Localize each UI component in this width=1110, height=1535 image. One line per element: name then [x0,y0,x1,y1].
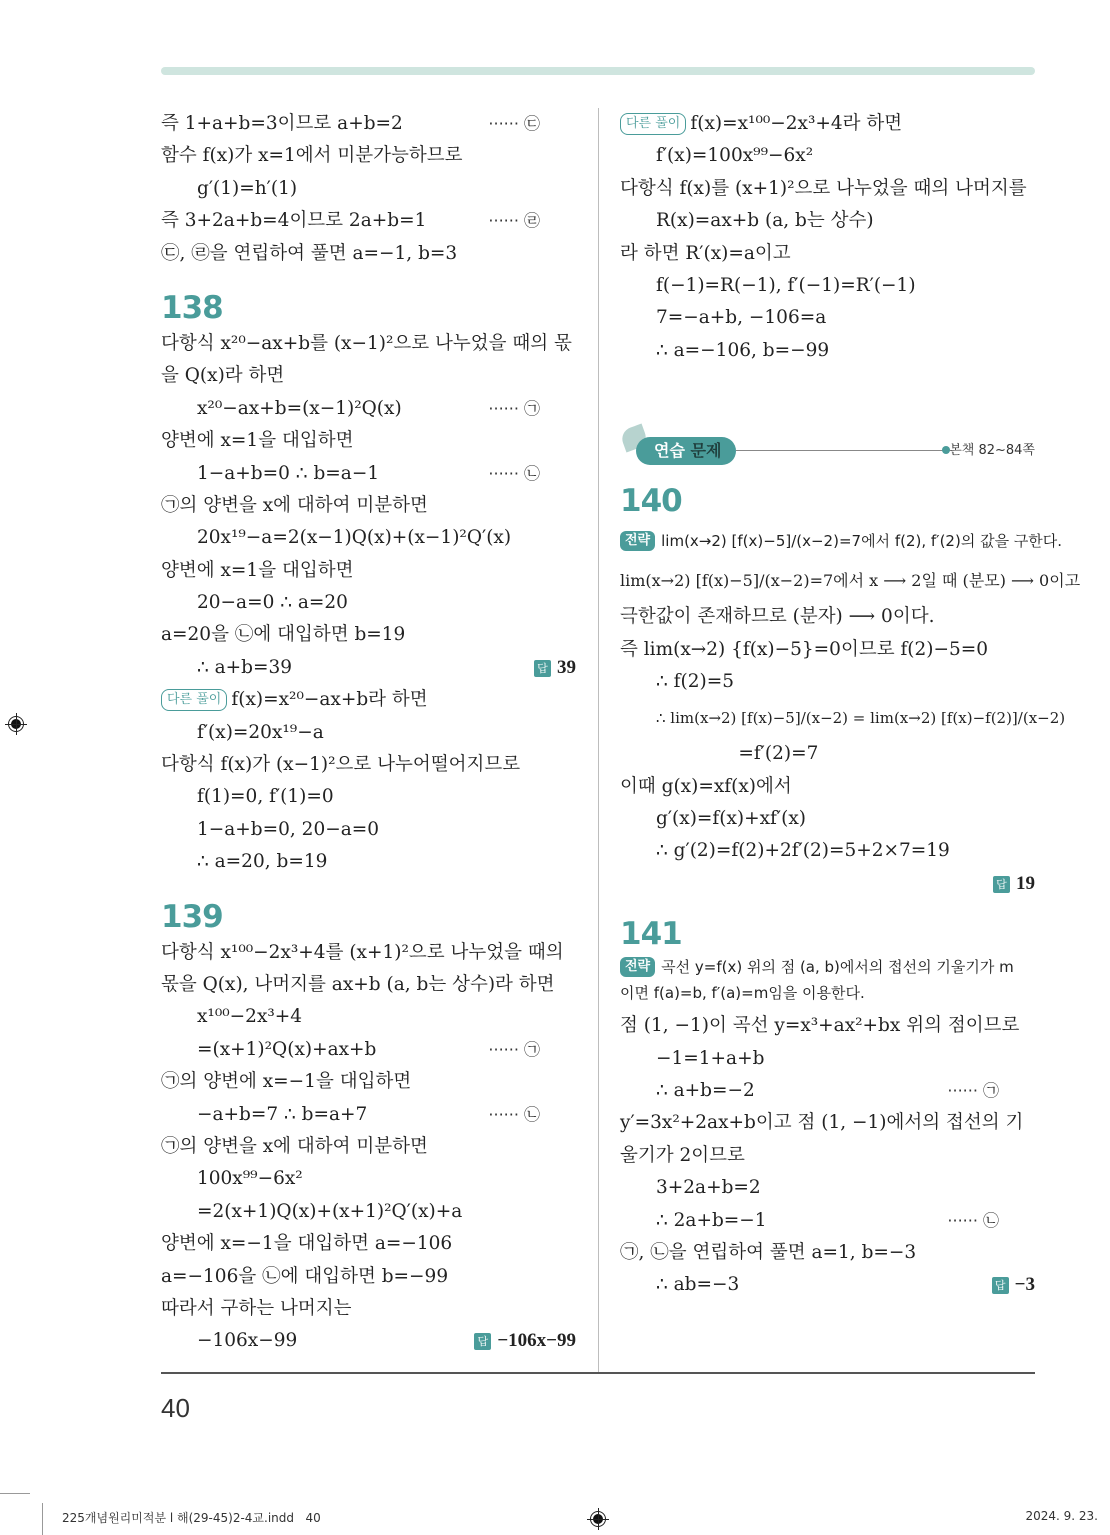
solution-line: a=20을 ㉡에 대입하면 b=19 [161,624,406,646]
solution-line: lim(x→2) [f(x)−5]/(x−2)=7에서 x ⟶ 2일 때 (분모) ⟶ 0이고 [620,571,1081,591]
answer-icon: 답 [474,1333,491,1350]
solution-line: 라 하면 R′(x)=a이고 [620,242,791,264]
textbook-reference: 본책 82~84쪽 [949,443,1035,459]
answer-box: 답 −106x−99 [474,1325,576,1357]
solution-line: ∴ g′(2)=f(2)+2f′(2)=5+2×7=19 [656,840,950,862]
solution-line: f′(x)=100x⁹⁹−6x² [656,145,814,167]
solution-line: 몫을 Q(x), 나머지를 ax+b (a, b는 상수)라 하면 [161,973,555,995]
header-rule [736,450,944,451]
solution-line: 양변에 x=−1을 대입하면 a=−106 [161,1233,453,1255]
solution-line: ∴ a+b=39 답 39 [161,652,576,684]
problem-number: 139 [161,898,223,935]
solution-line: x²⁰−ax+b=(x−1)²Q(x) ······ ㉠ [197,397,540,419]
registration-mark-icon [5,713,27,735]
solution-line: 다항식 x¹⁰⁰−2x³+4를 (x+1)²으로 나누었을 때의 [161,941,564,963]
solution-line: 20x¹⁹−a=2(x−1)Q(x)+(x−1)²Q′(x) [197,527,512,549]
strategy-badge: 전략 [620,957,655,977]
solution-line: 즉 3+2a+b=4이므로 2a+b=1 ······ ㉣ [161,210,540,232]
solution-line: 따라서 구하는 나머지는 [161,1297,352,1319]
alt-solution-badge: 다른 풀이 [161,689,227,711]
alt-solution-line: 다른 풀이 f(x)=x¹⁰⁰−2x³+4라 하면 [620,108,1035,140]
solution-line: 점 (1, −1)이 곡선 y=x³+ax²+bx 위의 점이므로 [620,1015,1020,1037]
strategy-badge: 전략 [620,531,655,551]
solution-line: −a+b=7 ∴ b=a+7 ······ ㉡ [197,1103,540,1125]
practice-section-header [620,417,1035,477]
solution-line: ㉠, ㉡을 연립하여 풀면 a=1, b=−3 [620,1241,917,1263]
solution-line: ∴ a+b=−2 ······ ㉠ [656,1080,999,1102]
solution-line: 다항식 f(x)를 (x+1)²으로 나누었을 때의 나머지를 [620,177,1027,199]
solution-line: 즉 1+a+b=3이므로 a+b=2 ······ ㉢ [161,113,540,134]
practice-label: 연습 문제 [636,437,736,465]
solution-line: 100x⁹⁹−6x² [197,1168,303,1190]
solution-line: ㉠의 양변을 x에 대하여 미분하면 [161,494,428,516]
solution-line: ㉢, ㉣을 연립하여 풀면 a=−1, b=3 [161,242,458,264]
solution-line: 을 Q(x)라 하면 [161,365,285,387]
print-slug-date: 2024. 9. 23. [1025,1509,1098,1523]
solution-line: ∴ ab=−3 답 −3 [620,1269,1035,1301]
solution-line: g′(x)=f(x)+xf′(x) [656,808,806,830]
solution-line: ∴ 2a+b=−1 ······ ㉡ [656,1209,999,1231]
answer-icon: 답 [992,1277,1009,1294]
strategy-line: 이면 f(a)=b, f′(a)=m임을 이용한다. [620,984,865,1003]
solution-line: 울기가 2이므로 [620,1144,745,1166]
crop-mark [0,1493,30,1494]
bottom-rule [161,1372,1035,1374]
solution-line: a=−106을 ㉡에 대입하면 b=−99 [161,1265,449,1287]
solution-line: ㉠의 양변에 x=−1을 대입하면 [161,1071,412,1093]
alt-solution-line: 다른 풀이 f(x)=x²⁰−ax+b라 하면 [161,684,576,716]
solution-line: f(−1)=R(−1), f′(−1)=R′(−1) [656,274,916,296]
solution-line: =2(x+1)Q(x)+(x+1)²Q′(x)+a [197,1200,463,1222]
solution-line: =f′(2)=7 [656,743,819,765]
solution-line: x¹⁰⁰−2x³+4 [197,1006,303,1028]
solution-line: g′(1)=h′(1) [197,177,298,199]
solution-line [620,868,1035,900]
solution-line: ㉠의 양변을 x에 대하여 미분하면 [161,1135,428,1157]
solution-line: −106x−99 답 −106x−99 [161,1325,576,1357]
problem-number: 138 [161,289,223,326]
solution-line: 3+2a+b=2 [656,1177,761,1199]
solution-line: R(x)=ax+b (a, b는 상수) [656,210,874,232]
solution-line: 양변에 x=1을 대입하면 [161,430,354,452]
answer-box: 답 −3 [992,1269,1035,1301]
answer-icon: 답 [534,660,551,677]
solution-line: ∴ a=20, b=19 [197,851,328,873]
strategy-line: 전략 곡선 y=f(x) 위의 점 (a, b)에서의 접선의 기울기가 m [620,954,1035,980]
solution-line: 즉 lim(x→2) {f(x)−5}=0이므로 f(2)−5=0 [620,638,989,660]
registration-mark-icon [587,1508,609,1530]
solution-line: 다항식 f(x)가 (x−1)²으로 나누어떨어지므로 [161,754,521,776]
solution-line: 극한값이 존재하므로 (분자) ⟶ 0이다. [620,606,935,628]
solution-line: ∴ f(2)=5 [656,670,734,692]
column-divider [598,108,599,1373]
solution-line: 다항식 x²⁰−ax+b를 (x−1)²으로 나누었을 때의 몫 [161,332,572,354]
solution-line: 1−a+b=0 ∴ b=a−1 ······ ㉡ [197,462,540,484]
solution-line: =(x+1)²Q(x)+ax+b ······ ㉠ [197,1038,540,1060]
solution-line: ∴ lim(x→2) [f(x)−5]/(x−2) = lim(x→2) [f(x)−f(2)]/(x−2) [656,709,1066,728]
solution-line: f′(x)=20x¹⁹−a [197,721,324,743]
solution-line: 1−a+b=0, 20−a=0 [197,818,380,840]
alt-solution-badge: 다른 풀이 [620,113,686,135]
solution-line: −1=1+a+b [656,1047,765,1069]
answer-box: 답 19 [993,868,1035,900]
problem-number: 140 [620,483,682,520]
solution-line: 이때 g(x)=xf(x)에서 [620,775,792,797]
problem-number: 141 [620,916,682,953]
left-column [161,108,576,1358]
answer-icon: 답 [993,876,1010,893]
answer-box: 답 39 [534,652,576,684]
page-number: 40 [161,1393,190,1423]
print-slug-file: 225개념원리미적분 l 해(29-45)2-4교.indd 40 [62,1511,321,1525]
strategy-line: 전략 lim(x→2) [f(x)−5]/(x−2)=7에서 f(2), f′(2)의 값을 구한다. [620,521,1035,561]
solution-line: 7=−a+b, −106=a [656,307,827,329]
solution-line: 20−a=0 ∴ a=20 [197,592,348,614]
solution-line: ∴ a=−106, b=−99 [656,339,830,361]
solution-line: 양변에 x=1을 대입하면 [161,559,354,581]
header-bar [161,67,1035,75]
solution-line: y′=3x²+2ax+b이고 점 (1, −1)에서의 접선의 기 [620,1112,1024,1134]
right-column [620,108,1081,1302]
crop-mark [42,1503,43,1535]
solution-line: 함수 f(x)가 x=1에서 미분가능하므로 [161,145,463,167]
solution-line: f(1)=0, f′(1)=0 [197,786,334,808]
